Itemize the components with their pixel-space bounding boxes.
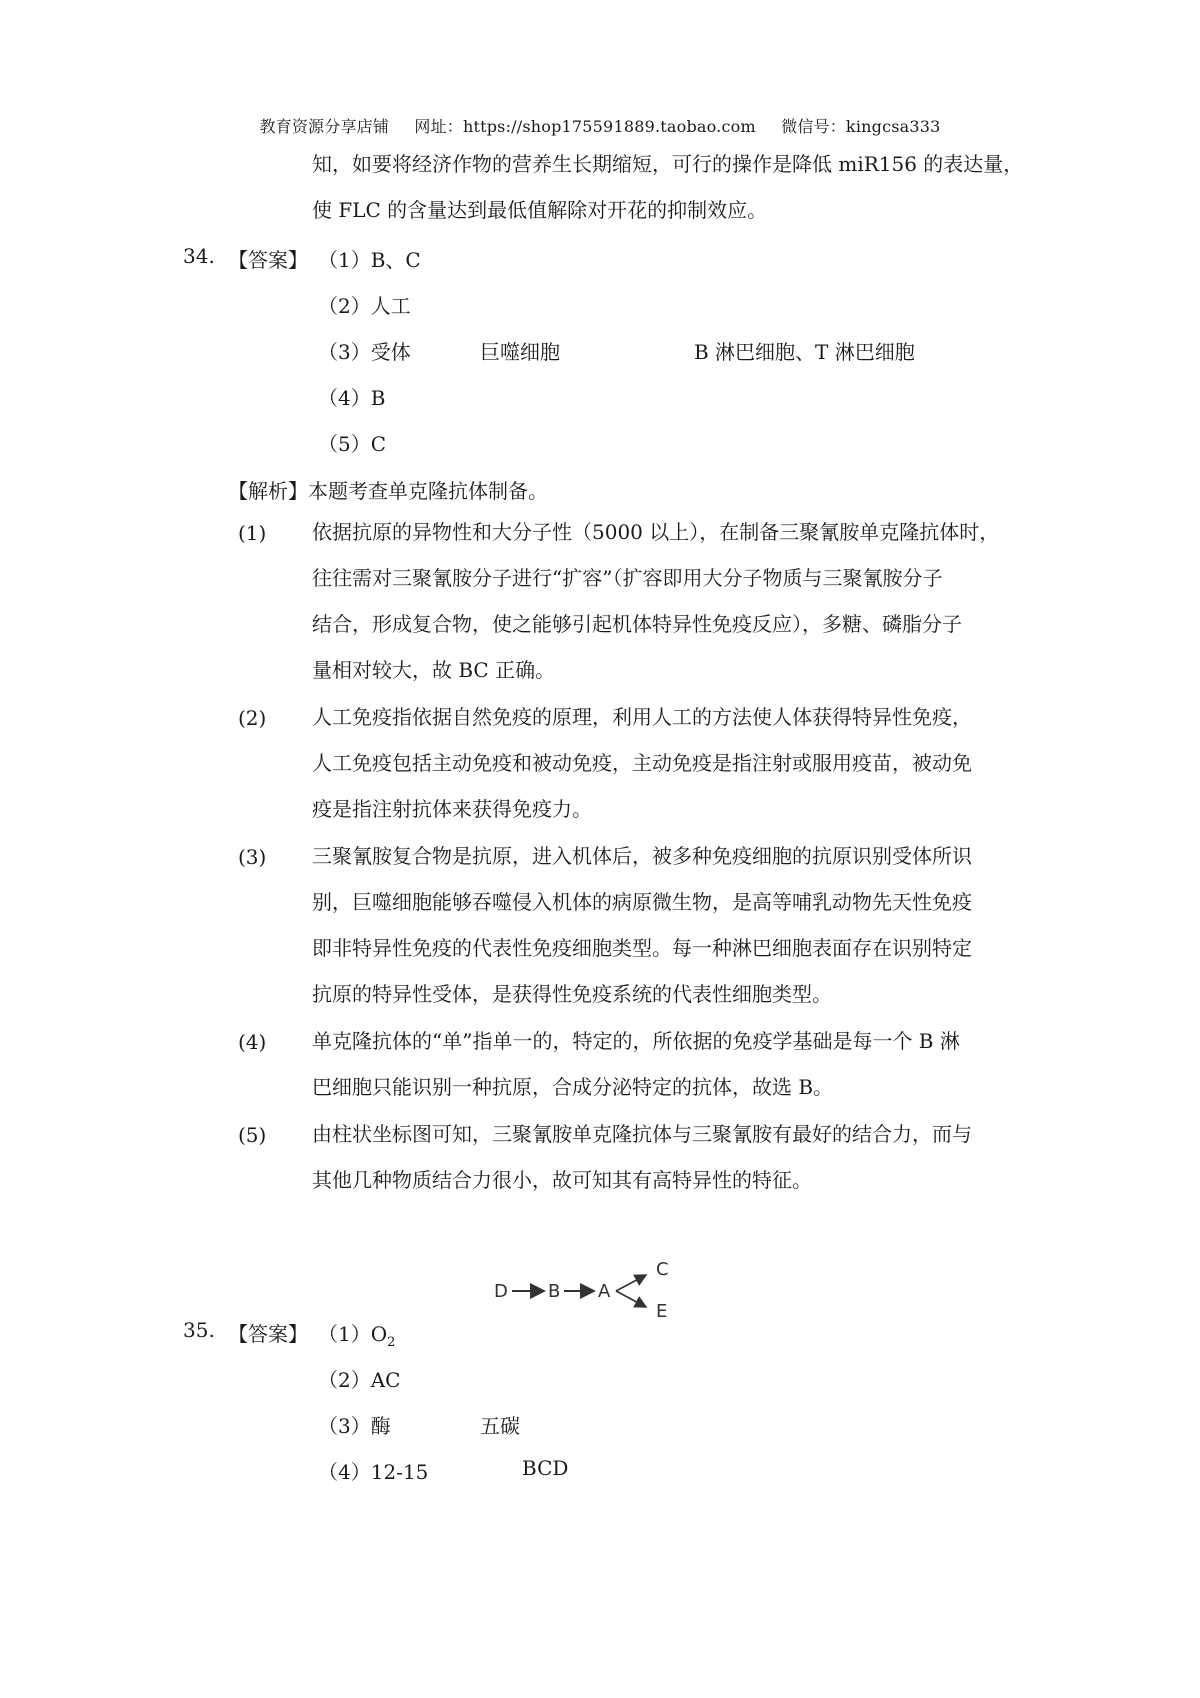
analysis-heading bbox=[228, 475, 548, 504]
explanation-paragraph bbox=[312, 509, 1032, 693]
explanation-paragraph bbox=[312, 833, 1032, 1017]
q34-answer-3-part-3: B 淋巴细胞、T 淋巴细胞 bbox=[694, 340, 915, 364]
page-header bbox=[0, 114, 1200, 137]
explanation-line: 三聚氰胺复合物是抗原，进入机体后，被多种免疫细胞的抗原识别受体所识 bbox=[312, 844, 972, 868]
explanation-line: 人工免疫包括主动免疫和被动免疫，主动免疫是指注射或服用疫苗，被动免 bbox=[312, 751, 972, 775]
q34-answer-4 bbox=[318, 382, 385, 411]
node-e: E bbox=[656, 1301, 668, 1322]
intro-line-2: 使 FLC 的含量达到最低值解除对开花的抑制效应。 bbox=[312, 198, 768, 222]
analysis-intro: 本题考查单克隆抗体制备。 bbox=[308, 479, 548, 503]
explanation-line: 即非特异性免疫的代表性免疫细胞类型。每一种淋巴细胞表面存在识别特定 bbox=[312, 936, 972, 960]
explanation-paragraph bbox=[312, 1111, 1032, 1203]
explanation-line: 量相对较大，故 BC 正确。 bbox=[312, 658, 556, 682]
arrow-a-c bbox=[616, 1275, 646, 1291]
answer-num: （3） bbox=[318, 1414, 371, 1438]
analysis-tag: 【解析】 bbox=[228, 479, 308, 503]
node-c: C bbox=[656, 1259, 669, 1280]
answer-num: （1） bbox=[318, 248, 371, 272]
answer-subscript: 2 bbox=[387, 1335, 396, 1350]
answer-num: （1） bbox=[318, 1322, 371, 1346]
q35-answer-4 bbox=[318, 1456, 428, 1485]
shop-name: 教育资源分享店铺 bbox=[259, 117, 390, 136]
explanation-line: 疫是指注射抗体来获得免疫力。 bbox=[312, 797, 592, 821]
explanation-paragraph bbox=[312, 1018, 1032, 1110]
answer-text: 受体 bbox=[370, 340, 411, 364]
explanation-line: 别，巨噬细胞能够吞噬侵入机体的病原微生物，是高等哺乳动物先天性免疫 bbox=[312, 890, 972, 914]
question-number-34: 34. bbox=[183, 244, 215, 268]
answer-text: O bbox=[370, 1322, 388, 1346]
q34-answer-3-part-2: 巨噬细胞 bbox=[480, 340, 560, 364]
explanation-line: 抗原的特异性受体，是获得性免疫系统的代表性细胞类型。 bbox=[312, 982, 832, 1006]
explanation-line: 人工免疫指依据自然免疫的原理，利用人工的方法使人体获得特异性免疫， bbox=[312, 705, 972, 729]
explanation-number: (4) bbox=[238, 1030, 267, 1054]
q35-answer-4-part-2: BCD bbox=[522, 1456, 569, 1480]
answer-text: 酶 bbox=[370, 1414, 391, 1438]
answer-text: 12-15 bbox=[370, 1460, 429, 1484]
answer-text: B、C bbox=[370, 248, 421, 272]
explanation-number: (2) bbox=[238, 706, 267, 730]
q35-answer-3 bbox=[318, 1410, 391, 1439]
answer-num: （3） bbox=[318, 340, 371, 364]
wechat-id: 微信号：kingcsa333 bbox=[781, 117, 941, 136]
explanation-number: (5) bbox=[238, 1123, 267, 1147]
answer-text: 人工 bbox=[370, 294, 411, 318]
explanation-line: 巴细胞只能识别一种抗原，合成分泌特定的抗体，故选 B。 bbox=[312, 1075, 834, 1099]
node-d: D bbox=[494, 1281, 508, 1302]
flow-diagram bbox=[490, 1255, 710, 1325]
answer-num: （2） bbox=[318, 1368, 371, 1392]
explanation-number: (1) bbox=[238, 521, 267, 545]
intro-line-1: 知，如要将经济作物的营养生长期缩短，可行的操作是降低 miR156 的表达量， bbox=[312, 152, 1024, 176]
explanation-line: 往往需对三聚氰胺分子进行“扩容”（扩容即用大分子物质与三聚氰胺分子 bbox=[312, 566, 943, 590]
q35-answer-3-part-2: 五碳 bbox=[480, 1414, 520, 1438]
answer-num: （4） bbox=[318, 386, 371, 410]
node-a: A bbox=[598, 1281, 611, 1302]
explanation-line: 结合，形成复合物，使之能够引起机体特异性免疫反应），多糖、磷脂分子 bbox=[312, 612, 962, 636]
answer-text: AC bbox=[370, 1368, 401, 1392]
shop-url[interactable]: 网址：https://shop175591889.taobao.com bbox=[414, 117, 756, 136]
answer-text: B bbox=[370, 386, 386, 410]
q35-answer-1 bbox=[318, 1318, 395, 1350]
answer-tag-35: 【答案】 bbox=[228, 1322, 308, 1346]
question-number-35: 35. bbox=[183, 1318, 215, 1342]
answer-text: C bbox=[370, 432, 387, 456]
q34-answer-3 bbox=[318, 336, 411, 365]
answer-tag-34: 【答案】 bbox=[228, 248, 308, 272]
explanation-line: 其他几种物质结合力很小，故可知其有高特异性的特征。 bbox=[312, 1168, 812, 1192]
explanation-line: 单克隆抗体的“单”指单一的，特定的，所依据的免疫学基础是每一个 B 淋 bbox=[312, 1029, 960, 1053]
q34-answer-5 bbox=[318, 428, 386, 457]
q34-answer-1 bbox=[318, 244, 421, 273]
explanation-number: (3) bbox=[238, 845, 267, 869]
answer-num: （4） bbox=[318, 1460, 371, 1484]
explanation-paragraph bbox=[312, 694, 1032, 832]
answer-num: （5） bbox=[318, 432, 371, 456]
explanation-line: 依据抗原的异物性和大分子性（5000 以上），在制备三聚氰胺单克隆抗体时， bbox=[312, 520, 1000, 544]
q34-answer-2 bbox=[318, 290, 411, 319]
explanation-line: 由柱状坐标图可知，三聚氰胺单克隆抗体与三聚氰胺有最好的结合力，而与 bbox=[312, 1122, 972, 1146]
answer-num: （2） bbox=[318, 294, 371, 318]
q35-answer-2 bbox=[318, 1364, 400, 1393]
arrow-a-e bbox=[616, 1291, 646, 1307]
node-b: B bbox=[548, 1281, 561, 1302]
